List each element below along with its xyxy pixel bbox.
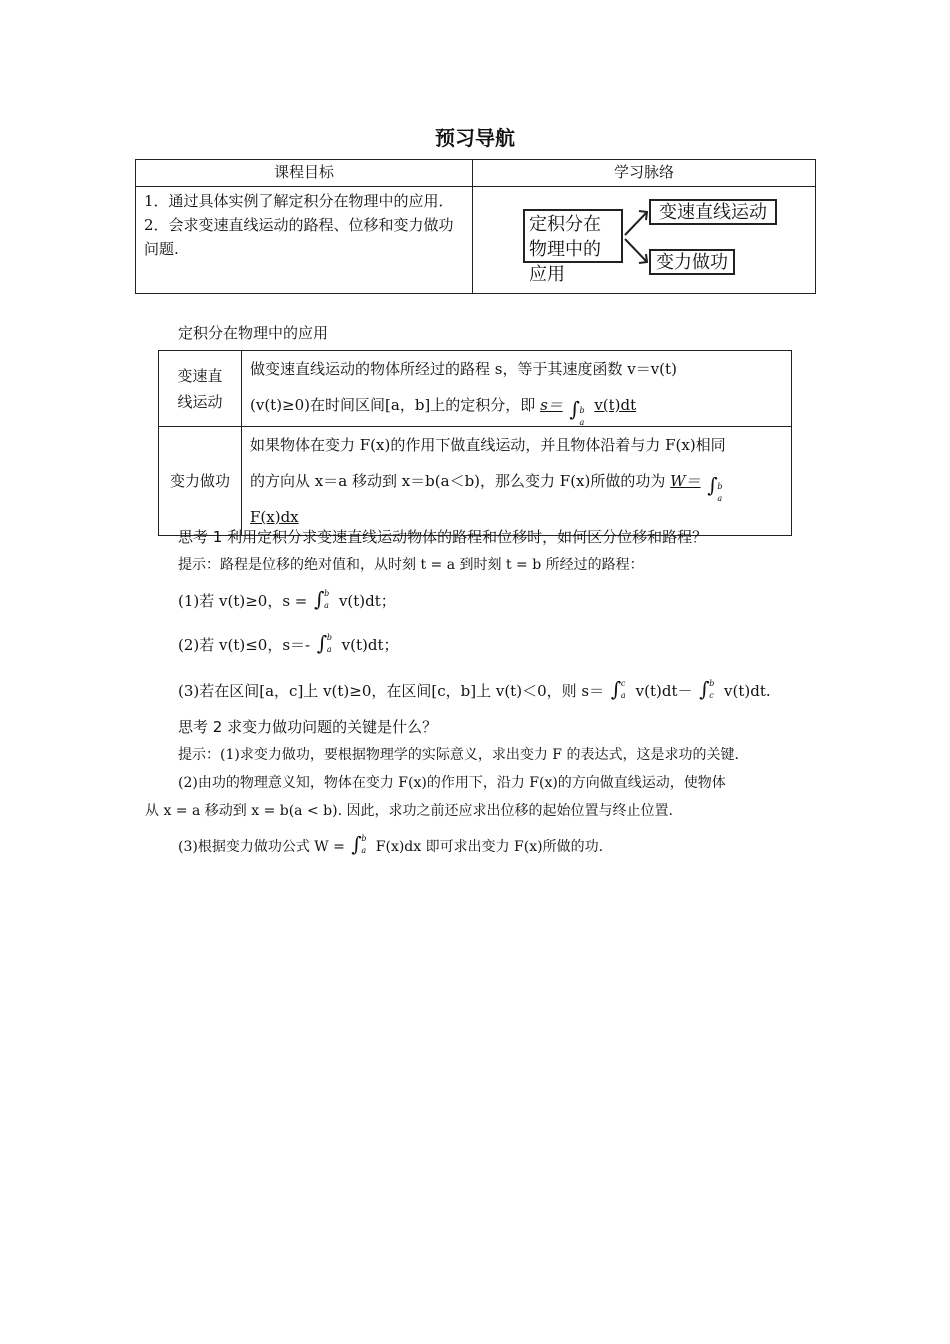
integral-symbol: ∫ c a (610, 677, 626, 701)
think2-question: 思考 2 求变力做功问题的关键是什么？ (178, 718, 438, 736)
integral-symbol: ∫ b a (707, 473, 723, 503)
context-header: 学习脉络 (473, 160, 816, 187)
row1-text-b-line (250, 387, 783, 427)
row2-formula-rhs: F(x)dx (250, 508, 299, 526)
row2-text-b-line (250, 463, 783, 503)
arrow-to-work (625, 239, 647, 262)
diagram-branch-motion: 变速直线运动 (649, 199, 777, 225)
row2-text-a: 如果物体在变力 F(x)的作用下做直线运动，并且物体沿着与力 F(x)相同 (250, 436, 726, 454)
goal-2: 2．会求变速直线运动的路程、位移和变力做功问题. (144, 216, 454, 258)
row2-text-b: 的方向从 x＝a 移动到 x＝b(a＜b)，那么变力 F(x)所做的功为 (250, 472, 666, 490)
section-title: 定积分在物理中的应用 (178, 324, 329, 342)
row1-formula-lhs: s＝ (540, 396, 563, 414)
integral-symbol: ∫ b a (316, 631, 333, 655)
think2-hint-1: 提示：(1)求变力做功，要根据物理学的实际意义，求出变力 F 的表达式，这是求功的关键. (178, 747, 739, 763)
think1-hint: 提示：路程是位移的绝对值和，从时刻 t = a 到时刻 t = b 所经过的路程： (178, 557, 644, 573)
goal-header: 课程目标 (136, 160, 473, 187)
think2-hint-2a: (2)由功的物理意义知，物体在变力 F(x)的作用下，沿力 F(x)的方向做直线运动，使物体 (178, 775, 726, 791)
think2-hint-3: (3)根据变力做功公式 W = ∫ b a F(x)dx 即可求出变力 F(x)所做的功. (178, 832, 604, 856)
concept-table (158, 350, 792, 536)
page-title: 预习导航 (435, 126, 515, 150)
overview-table (135, 159, 816, 294)
row1-text-b: (v(t)≥0)在时间区间[a，b]上的定积分，即 (250, 396, 536, 414)
integral-symbol: ∫ b c (699, 677, 715, 701)
row2-content (242, 427, 792, 536)
concept-diagram (481, 187, 807, 291)
integral-symbol: ∫ b a (351, 832, 367, 856)
diagram-cell (473, 187, 816, 294)
goal-cell (136, 187, 473, 294)
think1-question: 思考 1 利用定积分求变速直线运动物体的路程和位移时，如何区分位移和路程？ (178, 528, 708, 546)
row1-formula-rhs: v(t)dt (594, 396, 637, 414)
think2-hint-2b: 从 x = a 移动到 x = b(a < b). 因此，求功之前还应求出位移的起始位置与终止位置. (145, 803, 673, 819)
diagram-root-box: 定积分在物理中的应用 (523, 209, 623, 263)
integral-symbol: ∫ b a (314, 587, 330, 611)
arrow-to-motion (625, 212, 647, 235)
row2-label: 变力做功 (159, 427, 242, 536)
goal-1: 1．通过具体实例了解定积分在物理中的应用． (144, 192, 454, 210)
think1-case2: (2)若 v(t)≤0，s＝- ∫ b a v(t)dt； (178, 631, 399, 655)
diagram-branch-work: 变力做功 (649, 249, 735, 275)
integral-symbol: ∫ b a (569, 397, 585, 427)
row1-content (242, 351, 792, 427)
row1-text-a: 做变速直线运动的物体所经过的路程 s，等于其速度函数 v＝v(t) (250, 360, 677, 378)
think1-case1: (1)若 v(t)≥0，s = ∫ b a v(t)dt； (178, 587, 396, 611)
row2-formula-lhs: W＝ (670, 472, 701, 490)
row1-label: 变速直线运动 (159, 351, 242, 427)
think1-case3: (3)若在区间[a，c]上 v(t)≥0，在区间[c，b]上 v(t)＜0，则 s＝ ∫ c a v(t)dt－ ∫ b c v(t)dt. (178, 677, 771, 701)
